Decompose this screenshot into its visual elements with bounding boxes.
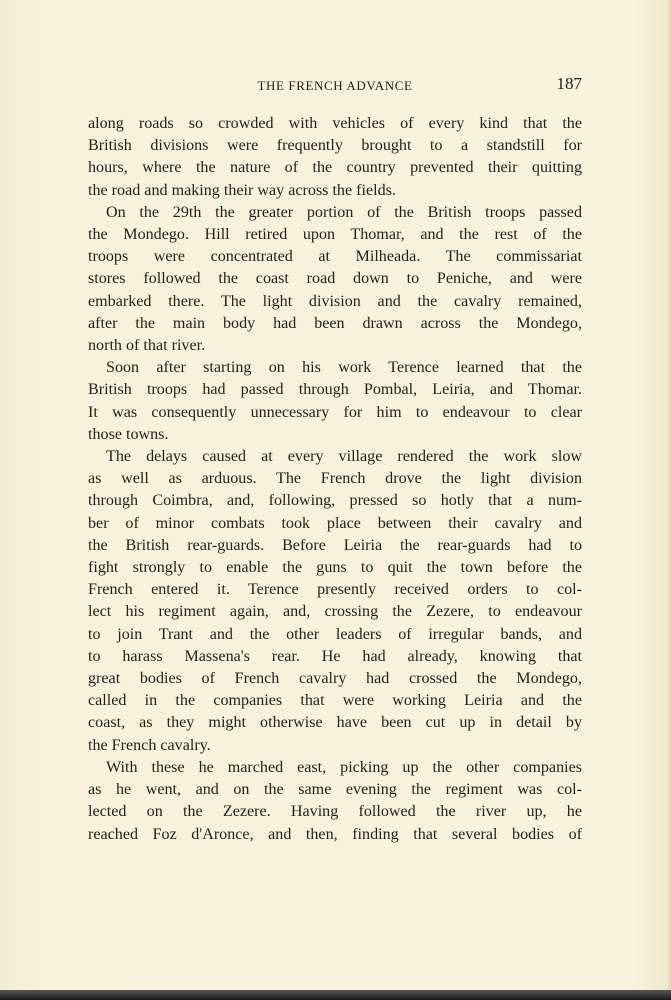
text-line: ber of minor combats took place between their cavalry and (88, 514, 582, 532)
body-text (88, 113, 582, 846)
text-line: Soon after starting on his work Terence learned that the (106, 359, 582, 377)
text-line: called in the companies that were working Leiria and the (88, 692, 582, 710)
text-line: the road and making their way across the fields. (88, 181, 396, 199)
text-line: With these he marched east, picking up the other companies (106, 758, 582, 776)
text-line: as he went, and on the same evening the regiment was col- (88, 781, 582, 799)
paragraph (88, 357, 582, 446)
text-line: great bodies of French cavalry had crossed the Mondego, (88, 670, 582, 688)
running-title: THE FRENCH ADVANCE (257, 78, 413, 93)
text-line: hours, where the nature of the country prevented their quitting (88, 159, 582, 177)
text-line: lect his regiment again, and, crossing the Zezere, to endeavour (88, 603, 582, 621)
text-line: It was consequently unnecessary for him to endeavour to clear (88, 403, 582, 421)
text-line: reached Foz d'Aronce, and then, finding that several bodies of (88, 825, 582, 843)
text-line: the French cavalry. (88, 736, 211, 754)
text-line: British divisions were frequently brought to a standstill for (88, 137, 582, 155)
text-line: the British rear-guards. Before Leiria the rear-guards had to (88, 536, 582, 554)
text-line: through Coimbra, and, following, pressed so hotly that a num- (88, 492, 582, 510)
text-line: lected on the Zezere. Having followed the river up, he (88, 803, 582, 821)
text-line: embarked there. The light division and the cavalry remained, (88, 292, 582, 310)
text-line: French entered it. Terence presently received orders to col- (88, 581, 582, 599)
text-line: fight strongly to enable the guns to quit the town before the (88, 559, 582, 577)
text-line: British troops had passed through Pombal, Leiria, and Thomar. (88, 381, 582, 399)
text-line: those towns. (88, 425, 169, 443)
text-line: troops were concentrated at Milheada. The commissariat (88, 248, 582, 266)
running-head (88, 74, 582, 96)
paragraph (88, 446, 582, 757)
paragraph (88, 202, 582, 357)
text-line: the Mondego. Hill retired upon Thomar, and the rest of the (88, 226, 582, 244)
text-line: along roads so crowded with vehicles of every kind that the (88, 115, 582, 132)
text-line: to join Trant and the other leaders of irregular bands, and (88, 625, 582, 643)
text-line: after the main body had been drawn across the Mondego, (88, 314, 582, 332)
text-line: On the 29th the greater portion of the British troops passed (106, 203, 582, 221)
text-line: coast, as they might otherwise have been cut up in detail by (88, 714, 582, 732)
text-line: north of that river. (88, 337, 206, 355)
text-line: The delays caused at every village rendered the work slow (106, 448, 582, 466)
paragraph (88, 757, 582, 846)
page-number: 187 (556, 74, 582, 93)
scan-bottom-edge (0, 990, 671, 1000)
paragraph (88, 113, 582, 202)
text-line: stores followed the coast road down to Peniche, and were (88, 270, 582, 288)
text-line: as well as arduous. The French drove the light division (88, 470, 582, 488)
text-line: to harass Massena's rear. He had already, knowing that (88, 647, 582, 665)
